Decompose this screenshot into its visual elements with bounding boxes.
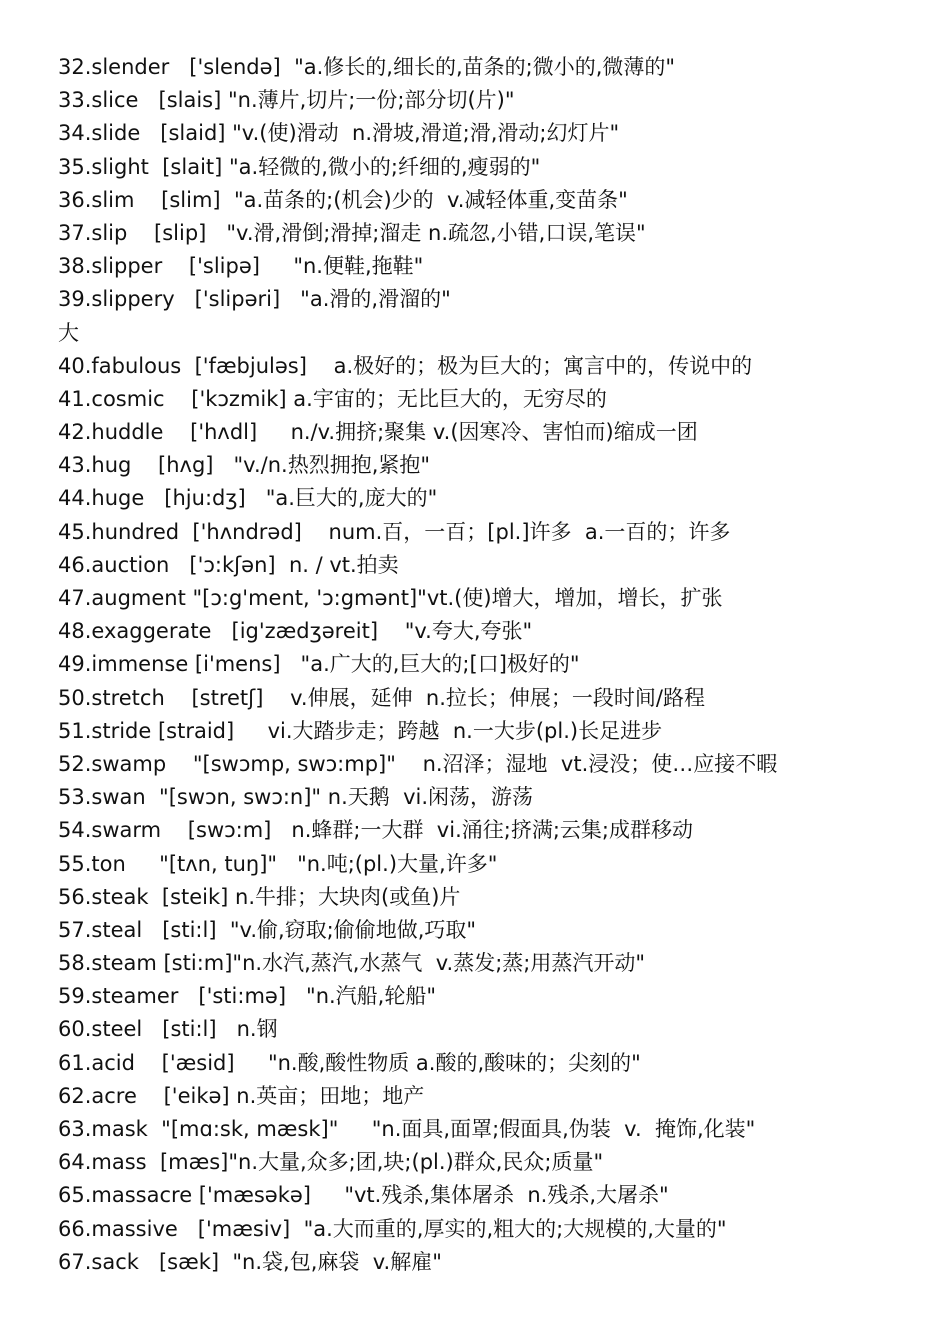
entry-line-41: 41.cosmic ['kɔzmik] a.宇宙的；无比巨大的，无穷尽的	[58, 386, 607, 411]
entry-line-43: 43.hug [hʌg] "v./n.热烈拥抱,紧抱"	[58, 453, 431, 478]
document-body	[58, 51, 938, 1279]
entry-line-39: 39.slippery ['slipəri] "a.滑的,滑溜的"	[58, 287, 451, 312]
entry-line-51: 51.stride [straid] vi.大踏步走；跨越 n.一大步(pl.)长足进步	[58, 718, 663, 743]
entry-line-58: 58.steam [sti:m]"n.水汽,蒸汽,水蒸气 v.蒸发;蒸;用蒸汽开动"	[58, 951, 646, 976]
entry-line-54: 54.swarm [swɔ:m] n.蜂群;一大群 vi.涌往;挤满;云集;成群移动	[58, 818, 693, 843]
entry-line-67: 67.sack [sæk] "n.袋,包,麻袋 v.解雇"	[58, 1249, 442, 1274]
entry-line-34: 34.slide [slaid] "v.(使)滑动 n.滑坡,滑道;滑,滑动;幻灯片"	[58, 121, 620, 146]
entry-line-62: 62.acre ['eikə] n.英亩；田地；地产	[58, 1083, 425, 1108]
entry-line-57: 57.steal [sti:l] "v.偷,窃取;偷偷地做,巧取"	[58, 917, 477, 942]
entry-line-44: 44.huge [hju:dʒ] "a.巨大的,庞大的"	[58, 486, 438, 511]
entry-line-45: 45.hundred ['hʌndrəd] num.百，一百；[pl.]许多 a.一百的；许多	[58, 519, 731, 544]
entry-line-49: 49.immense [i'mens] "a.广大的,巨大的;[口]极好的"	[58, 652, 580, 677]
entry-line-46: 46.auction ['ɔ:kʃən] n. / vt.拍卖	[58, 552, 399, 577]
entry-line-50: 50.stretch [stretʃ] v.伸展，延伸 n.拉长；伸展；一段时间/路程	[58, 685, 705, 710]
entry-line-33: 33.slice [slais] "n.薄片,切片;一份;部分切(片)"	[58, 88, 515, 113]
entry-line-42: 42.huddle ['hʌdl] n./v.拥挤;聚集 v.(因寒冷、害怕而)缩成一团	[58, 420, 698, 445]
entry-line-53: 53.swan "[swɔn, swɔ:n]" n.天鹅 vi.闲荡，游荡	[58, 785, 534, 810]
entry-line-60: 60.steel [sti:l] n.钢	[58, 1017, 278, 1042]
entry-line-65: 65.massacre ['mæsəkə] "vt.残杀,集体屠杀 n.残杀,大屠杀"	[58, 1183, 669, 1208]
entry-line-48: 48.exaggerate [ig'zædʒəreit] "v.夸大,夸张"	[58, 619, 533, 644]
entry-line-52: 52.swamp "[swɔmp, swɔ:mp]" n.沼泽；湿地 vt.浸没；使…应接不暇	[58, 751, 778, 776]
entry-line-66: 66.massive ['mæsiv] "a.大而重的,厚实的,粗大的;大规模的,大量的"	[58, 1216, 727, 1241]
entry-line-35: 35.slight [slait] "a.轻微的,微小的;纤细的,瘦弱的"	[58, 154, 541, 179]
entry-line-47: 47.augment "[ɔ:g'ment, 'ɔ:gmənt]"vt.(使)增大，增加，增长，扩张	[58, 586, 723, 610]
entry-line-63: 63.mask "[mɑ:sk, mæsk]" "n.面具,面罩;假面具,伪装 v. 掩饰,化装"	[58, 1117, 756, 1141]
entry-line-37: 37.slip [slip] "v.滑,滑倒;滑掉;溜走 n.疏忽,小错,口误,笔误"	[58, 220, 646, 245]
entry-line-38: 38.slipper ['slipə] "n.便鞋,拖鞋"	[58, 254, 424, 279]
entry-line-61: 61.acid ['æsid] "n.酸,酸性物质 a.酸的,酸味的；尖刻的"	[58, 1050, 641, 1075]
entry-line-40: 40.fabulous ['fæbjuləs] a.极好的；极为巨大的；寓言中的，传说中的	[58, 353, 753, 378]
entry-line-32: 32.slender ['slendə] "a.修长的,细长的,苗条的;微小的,微薄的"	[58, 55, 676, 79]
entry-line-64: 64.mass [mæs]"n.大量,众多;团,块;(pl.)群众,民众;质量"	[58, 1150, 604, 1175]
section-heading: 大	[58, 320, 79, 345]
entry-line-55: 55.ton "[tʌn, tuŋ]" "n.吨;(pl.)大量,许多"	[58, 851, 498, 876]
entry-line-56: 56.steak [steik] n.牛排；大块肉(或鱼)片	[58, 884, 461, 909]
entry-line-36: 36.slim [slim] "a.苗条的;(机会)少的 v.减轻体重,变苗条"	[58, 187, 628, 212]
entry-line-59: 59.steamer ['sti:mə] "n.汽船,轮船"	[58, 984, 437, 1009]
